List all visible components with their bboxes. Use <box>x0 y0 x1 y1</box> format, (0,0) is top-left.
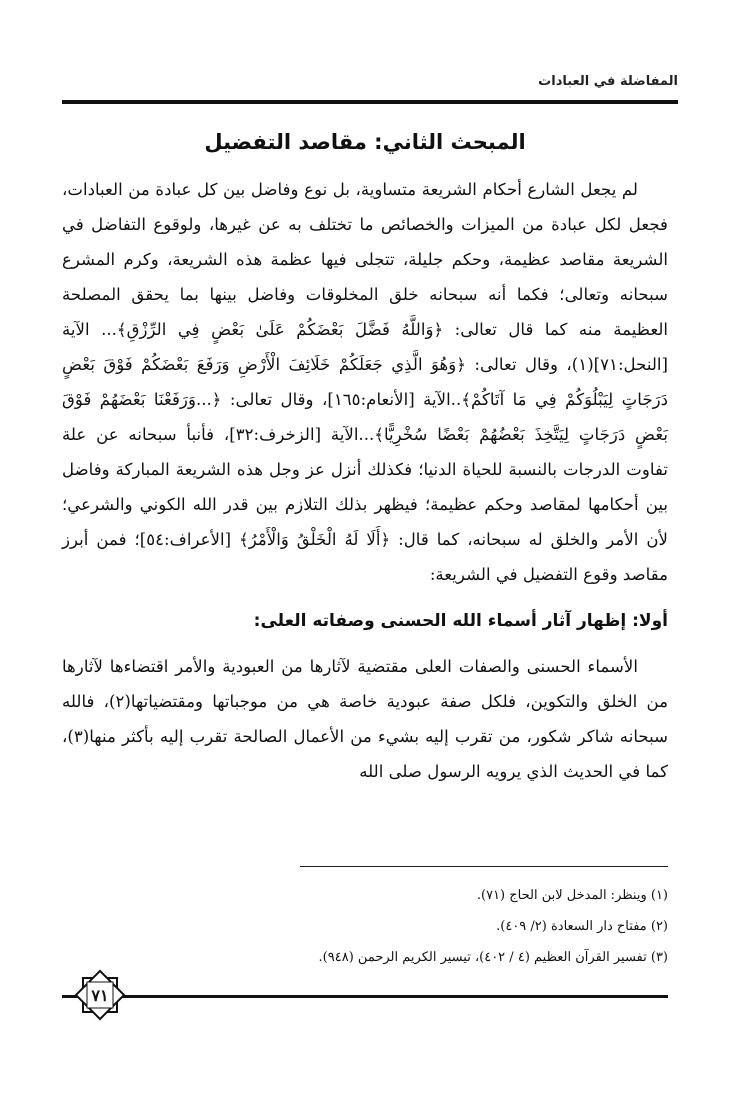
footnote-1: (١) وينظر: المدخل لابن الحاج (٧١). <box>476 888 668 903</box>
running-header <box>62 74 678 89</box>
running-title: المفاضلة في العبادات <box>538 74 678 89</box>
page-number: ٧١ <box>91 985 109 1005</box>
paragraph-names-attributes: الأسماء الحسنى والصفات العلى مقتضية لآثارها من العبودية والأمر اقتضاءها لآثارها من الخلق والتكوين، فلكل صفة عبودية خاصة هي من موجباتها ومقتضياتها(٢)، فالله سبحانه شاكر شكور، من تقرب إليه بشيء من الأعمال الصالحة تقرب إليه بأكثر منها(٣)، كما في الحديث الذي يرويه الرسول صلى الله <box>62 657 668 781</box>
header-rule <box>62 100 678 104</box>
footnote-3: (٣) تفسير القرآن العظيم (٤ / ٤٠٢)، تيسير الكريم الرحمن (٩٤٨). <box>318 950 668 965</box>
footer-rule <box>62 995 668 998</box>
footnotes <box>62 880 668 973</box>
subheading: أولا: إظهار آثار أسماء الله الحسنى وصفاته العلى: <box>253 611 668 631</box>
footnote-rule <box>300 866 668 867</box>
paragraph-intro: لم يجعل الشارع أحكام الشريعة متساوية، بل نوع وفاضل بين كل عبادة من العبادات، فجعل لكل عبادة من الميزات والخصائص ما تختلف به عن غيرها، ولوقوع التفاضل في الشريعة مقاصد عظيمة، وحكم جليلة، تتجلى فيها عظمة هذه الشريعة، وكرم المشرع سبحانه وتعالى؛ فكما أنه سبحانه خلق المخلوقات وفاضل بينها بما يحقق المصلحة العظيمة منه كما قال تعالى: ﴿وَاللَّهُ فَضَّلَ بَعْضَكُمْ عَلَىٰ بَعْضٍ فِي الرِّزْقِ﴾... الآية [النحل:٧١](١)، وقال تعالى: ﴿وَهُوَ الَّذِي جَعَلَكُمْ خَلَائِفَ الْأَرْضِ وَرَفَعَ بَعْضَكُمْ فَوْقَ بَعْضٍ دَرَجَاتٍ لِيَبْلُوَكُمْ فِي مَا آتَاكُمْ﴾..الآية [الأنعام:١٦٥]، وقال تعالى: ﴿...وَرَفَعْنَا بَعْضَهُمْ فَوْقَ بَعْضٍ دَرَجَاتٍ لِيَتَّخِذَ بَعْضُهُمْ بَعْضًا سُخْرِيًّا﴾...الآية [الزخرف:٣٢]، فأنبأ سبحانه عن علة تفاوت الدرجات بالنسبة للحياة الدنيا؛ فكذلك أنزل عز وجل هذه الشريعة المباركة وفاضل بين أحكامها لمقاصد وحكم عظيمة؛ فيظهر بذلك التلازم بين قدر الله الكوني والشرعي؛ لأن الأمر والخلق له سبحانه، كما قال: ﴿أَلَا لَهُ الْخَلْقُ وَالْأَمْرُ﴾ [الأعراف:٥٤]؛ فمن أبرز مقاصد وقوع التفضيل في الشريعة: <box>62 180 668 584</box>
section-title: المبحث الثاني: مقاصد التفضيل <box>204 130 526 154</box>
body-text <box>62 172 668 789</box>
footnote-2: (٢) مفتاح دار السعادة (٢/ ٤٠٩). <box>496 919 668 934</box>
